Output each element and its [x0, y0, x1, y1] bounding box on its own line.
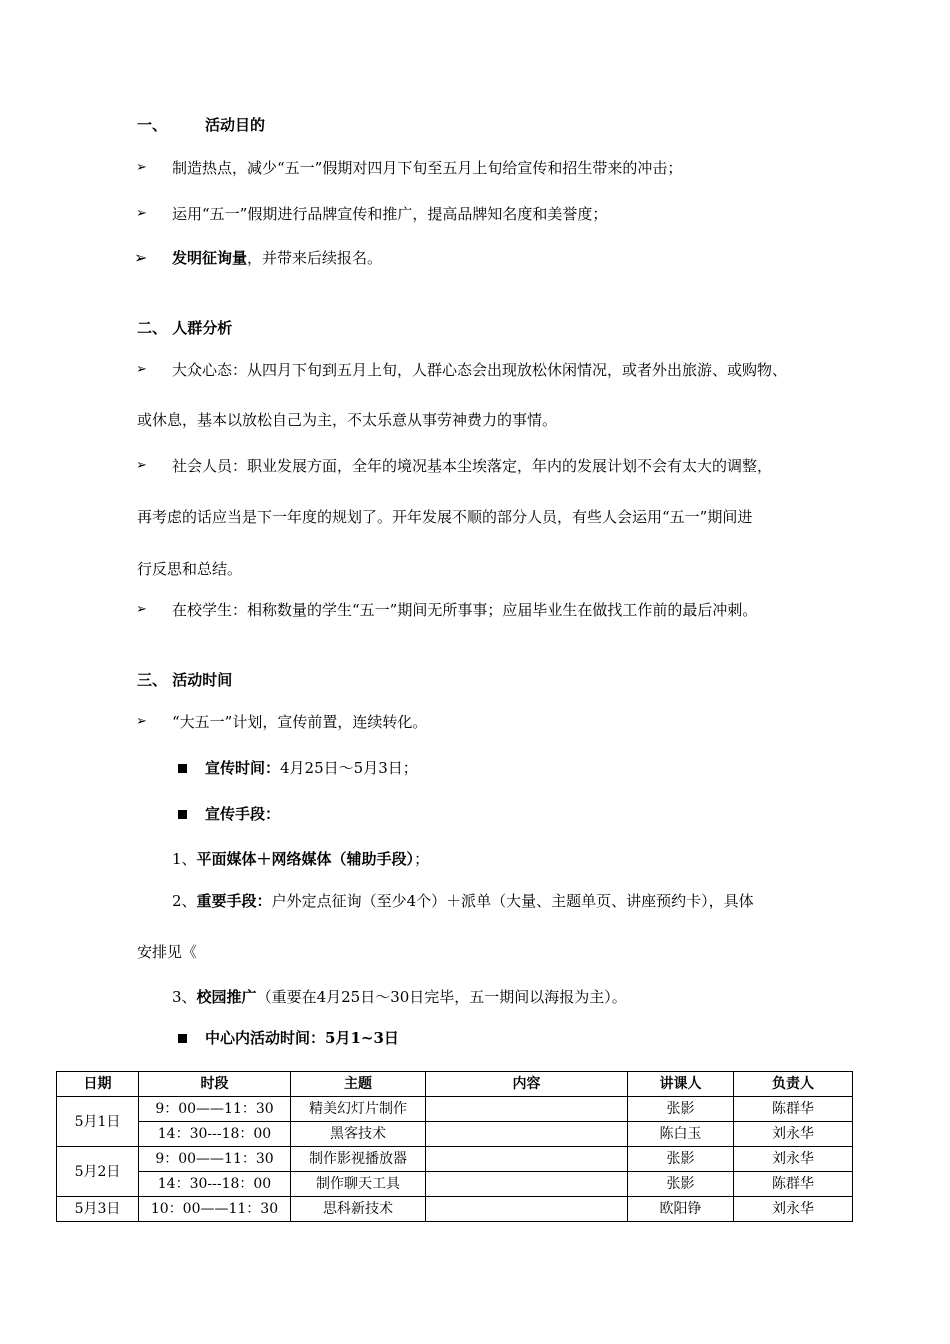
- square-bullet-icon: [178, 810, 187, 819]
- owner-cell: 刘永华: [734, 1147, 853, 1172]
- square-bullet-icon: [178, 764, 187, 773]
- section2-item-2-line2: 再考虑的话应当是下一年度的规划了。开年发展不顺的部分人员，有些人会运用“五一”期间进: [137, 508, 753, 526]
- header-content: 内容: [426, 1072, 628, 1097]
- content-cell: [426, 1147, 628, 1172]
- section3-item-1: “大五一”计划，宣传前置，连续转化。: [172, 713, 428, 731]
- table-row: [57, 1122, 853, 1147]
- table-row: [57, 1172, 853, 1197]
- section2-item-2-line3: 行反思和总结。: [137, 560, 243, 578]
- section2-item-1-line2: 或休息，基本以放松自己为主，不太乐意从事劳神费力的事情。: [137, 411, 558, 429]
- section2-item-2-line1: 社会人员：职业发展方面，全年的境况基本尘埃落定，年内的发展计划不会有太大的调整，: [172, 457, 773, 475]
- means-3: 3、校园推广（重要在4月25日～30日完毕，五一期间以海报为主）。: [172, 988, 627, 1006]
- means-2-line2: 安排见《: [137, 943, 198, 961]
- date-cell: 5月3日: [57, 1197, 139, 1222]
- arrow-bullet-icon: ➢: [136, 206, 147, 221]
- table-row: [57, 1097, 853, 1122]
- time-cell: 14：30---18：00: [139, 1122, 291, 1147]
- promo-means-label: 宣传手段：: [205, 805, 281, 823]
- section2-item-3-line1: 在校学生：相称数量的学生“五一”期间无所事事；应届毕业生在做找工作前的最后冲刺。: [172, 601, 758, 619]
- owner-cell: 刘永华: [734, 1122, 853, 1147]
- means-1: 1、平面媒体＋网络媒体（辅助手段）；: [172, 850, 430, 868]
- date-cell: 5月1日: [57, 1097, 139, 1147]
- section3-heading: 三、 活动时间: [137, 671, 233, 689]
- arrow-bullet-icon: ➢: [136, 160, 147, 175]
- arrow-bullet-icon: ➢: [136, 362, 147, 377]
- means-2: 2、重要手段：户外定点征询（至少4个）＋派单（大量、主题单页、讲座预约卡），具体: [172, 892, 754, 910]
- topic-cell: 制作影视播放器: [291, 1147, 426, 1172]
- header-time: 时段: [139, 1072, 291, 1097]
- content-cell: [426, 1172, 628, 1197]
- lecturer-cell: 张影: [628, 1097, 734, 1122]
- table-row: [57, 1197, 853, 1222]
- table-header-row: [57, 1072, 853, 1097]
- lecturer-cell: 欧阳铮: [628, 1197, 734, 1222]
- section1-item-2: 运用“五一”假期进行品牌宣传和推广，提高品牌知名度和美誉度；: [172, 205, 608, 223]
- content-cell: [426, 1097, 628, 1122]
- time-cell: 9：00——11：30: [139, 1147, 291, 1172]
- lecturer-cell: 陈白玉: [628, 1122, 734, 1147]
- arrow-bullet-icon: ➢: [134, 248, 148, 267]
- arrow-bullet-icon: ➢: [136, 458, 147, 473]
- header-owner: 负责人: [734, 1072, 853, 1097]
- header-date: 日期: [57, 1072, 139, 1097]
- square-bullet-icon: [178, 1034, 187, 1043]
- section2-item-1-line1: 大众心态：从四月下旬到五月上旬，人群心态会出现放松休闲情况，或者外出旅游、或购物、: [172, 361, 788, 379]
- section2-heading: 二、 人群分析: [137, 319, 233, 337]
- time-cell: 9：00——11：30: [139, 1097, 291, 1122]
- owner-cell: 陈群华: [734, 1172, 853, 1197]
- arrow-bullet-icon: ➢: [136, 602, 147, 617]
- section1-item-1: 制造热点，减少“五一”假期对四月下旬至五月上旬给宣传和招生带来的冲击；: [172, 159, 683, 177]
- time-cell: 14：30---18：00: [139, 1172, 291, 1197]
- lecturer-cell: 张影: [628, 1147, 734, 1172]
- table-row: [57, 1147, 853, 1172]
- header-topic: 主题: [291, 1072, 426, 1097]
- content-cell: [426, 1197, 628, 1222]
- owner-cell: 陈群华: [734, 1097, 853, 1122]
- center-activity-time: 中心内活动时间：5月1~3日: [205, 1029, 399, 1047]
- content-cell: [426, 1122, 628, 1147]
- topic-cell: 制作聊天工具: [291, 1172, 426, 1197]
- time-cell: 10：00——11：30: [139, 1197, 291, 1222]
- owner-cell: 刘永华: [734, 1197, 853, 1222]
- date-cell: 5月2日: [57, 1147, 139, 1197]
- topic-cell: 精美幻灯片制作: [291, 1097, 426, 1122]
- schedule-table: [56, 1071, 853, 1222]
- section1-heading-title: 活动目的: [205, 116, 266, 134]
- header-lecturer: 讲课人: [628, 1072, 734, 1097]
- section1-heading-number: 一、: [137, 116, 168, 134]
- promo-time: 宣传时间：4月25日～5月3日；: [205, 759, 418, 777]
- topic-cell: 思科新技术: [291, 1197, 426, 1222]
- lecturer-cell: 张影: [628, 1172, 734, 1197]
- topic-cell: 黑客技术: [291, 1122, 426, 1147]
- arrow-bullet-icon: ➢: [136, 714, 147, 729]
- section1-item-3: 发明征询量，并带来后续报名。: [172, 249, 383, 267]
